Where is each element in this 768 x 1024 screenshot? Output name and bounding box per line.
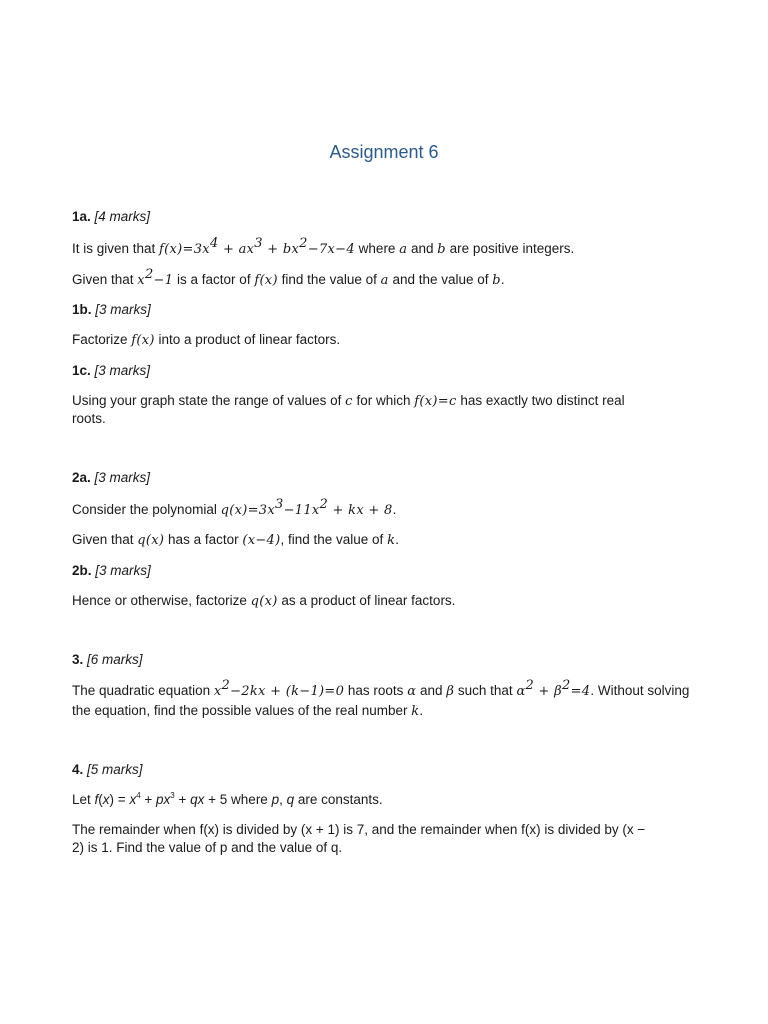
math-x: x [129,792,137,807]
text: as a product of linear factors. [277,593,456,608]
text: and [416,683,447,698]
text: Given that [72,532,138,547]
question-1c-header [72,362,697,380]
question-2a-line-2 [72,531,697,550]
question-3-header [72,651,697,669]
question-1a-header [72,208,697,226]
text: are constants. [294,792,383,807]
text: . [419,703,424,718]
text: and [407,241,438,256]
text: ( [98,792,103,807]
question-2b-header [72,562,697,580]
question-3-line-1 [72,678,697,701]
marks-label: [3 marks] [94,470,151,485]
question-number: 1b. [72,302,92,317]
math-x: x [102,792,110,807]
math-b: b [492,273,501,288]
question-1a-line-1 [72,236,697,259]
text: . [392,502,397,517]
math-q: q [286,792,295,807]
text: and the value of [388,272,493,287]
question-number: 1c. [72,363,91,378]
marks-label: [4 marks] [94,209,151,224]
math: −7x−4 [307,242,355,257]
question-1c-line-1 [72,392,697,411]
math-factor: (x−4) [242,533,281,548]
math-exponent: 2 [525,678,535,693]
text: The quadratic equation [72,683,214,698]
question-number: 4. [72,762,84,777]
text: + [140,792,157,807]
math: −2kx + (k−1)=0 [230,684,345,699]
math-qx: q(x)=3x [220,503,275,518]
math-qx: q(x) [137,533,165,548]
text: such that [454,683,517,698]
math-fx: f(x) [131,333,155,348]
text: It is given that [72,241,160,256]
question-number: 3. [72,652,84,667]
math: + ax [218,242,255,257]
question-1b-header [72,301,697,319]
text: , [279,792,287,807]
text: Consider the polynomial [72,502,221,517]
text: roots. [72,411,106,426]
question-1c-line-2 [72,410,697,428]
math-a: a [399,242,408,257]
text: has roots [344,683,408,698]
question-number: 2a. [72,470,91,485]
text: are positive integers. [445,241,575,256]
math-exponent: 2 [319,497,329,512]
math: =3x [182,242,210,257]
marks-label: [5 marks] [87,762,143,777]
text: for which [352,393,415,408]
math-f: f [94,792,99,807]
text: Factorize [72,332,132,347]
math-fx: f(x) [254,273,278,288]
text: + [174,792,191,807]
text: Using your graph state the range of values of [72,393,346,408]
marks-label: [3 marks] [95,563,151,578]
math-fx: f(x) [159,242,183,257]
text: ) = [109,792,130,807]
math-exponent: 3 [170,791,175,800]
text: . [395,532,400,547]
question-4-line-3: 2) is 1. Find the value of p and the value of q. [72,840,343,855]
text: . [500,272,505,287]
question-1b-line-1 [72,331,697,350]
math: + kx + 8 [328,503,393,518]
math: + β [534,684,562,699]
question-1a-line-2 [72,267,697,290]
math-p: p [271,792,280,807]
math-exponent: 2 [221,678,231,693]
question-2a-line-1 [72,497,697,520]
math-exponent: 4 [136,791,141,800]
math-exponent: 2 [144,267,154,282]
math-px: px [156,792,171,807]
math-qx: qx [190,792,205,807]
math-exponent: 2 [299,236,308,251]
text: the equation, find the possible values of the real number [72,703,412,718]
math: x [213,684,222,699]
text: into a product of linear factors. [154,332,341,347]
text: Let [72,792,95,807]
math-a: a [380,273,389,288]
math-k: k [411,704,420,719]
math: α [516,684,526,699]
question-3-line-2 [72,702,697,721]
math-exponent: 4 [209,236,219,251]
math-fx: f(x)=c [414,394,457,409]
math-k: k [387,533,396,548]
math-exponent: 3 [254,236,263,251]
page-title: Assignment 6 [329,142,439,162]
question-number: 1a. [72,209,91,224]
text: , find the value of [280,532,388,547]
math: =4 [570,684,591,699]
question-number: 2b. [72,563,92,578]
math-exponent: 2 [561,678,571,693]
math: −1 [153,273,174,288]
math: x [137,273,145,288]
text: is a factor of [173,272,255,287]
text: Given that [72,272,138,287]
question-4-line-1 [72,791,697,809]
math-b: b [437,242,446,257]
math-alpha: α [407,684,417,699]
text: where [354,241,400,256]
text: has exactly two distinct real [456,393,625,408]
question-2a-header [72,469,697,487]
math-beta: β [446,684,455,699]
text: has a factor [164,532,243,547]
math-qx: q(x) [250,594,278,609]
marks-label: [6 marks] [87,652,143,667]
text: Hence or otherwise, factorize [72,593,251,608]
marks-label: [3 marks] [94,363,151,378]
math-exponent: 3 [275,497,284,512]
math: −11x [283,503,320,518]
text: find the value of [277,272,381,287]
math: + bx [262,242,300,257]
text: . Without solving [590,683,690,698]
math-c: c [345,394,353,409]
text: + 5 where [204,792,272,807]
question-2b-line-1 [72,592,697,611]
question-4-header [72,761,697,779]
marks-label: [3 marks] [95,302,151,317]
question-4-line-2: The remainder when f(x) is divided by (x + 1) is 7, and the remainder when f(x) is divided by (x − [72,822,646,837]
